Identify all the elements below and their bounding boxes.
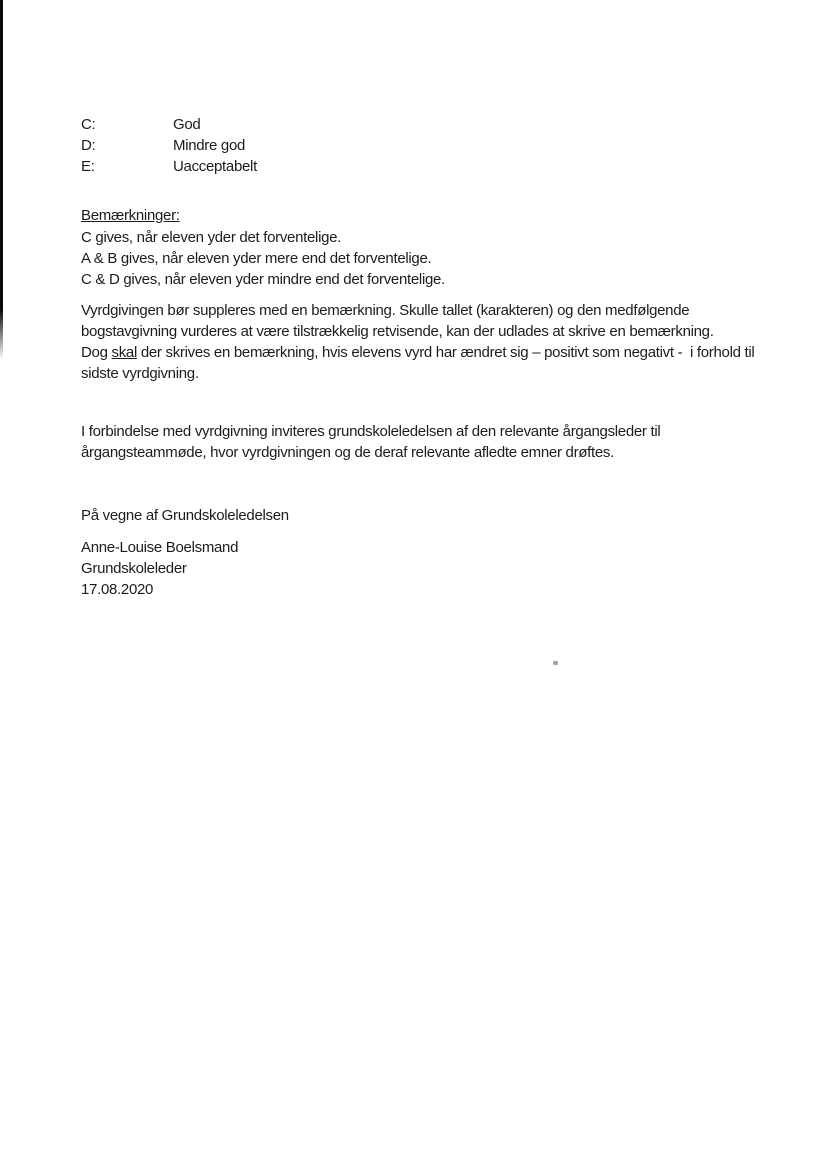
grade-row: [81, 114, 771, 135]
paragraph-line: bogstavgivning vurderes at være tilstrækkelig retvisende, kan der udlades at skrive en bemærkning.: [81, 323, 714, 340]
paragraph-line: [81, 342, 771, 363]
grade-code: E:: [81, 158, 95, 175]
signature-name: Anne-Louise Boelsmand: [81, 539, 239, 556]
paragraph-text: Dog: [81, 344, 112, 361]
closing-line: På vegne af Grundskoleledelsen: [81, 507, 289, 524]
grade-label: Mindre god: [173, 137, 246, 154]
supplement-paragraph: [81, 300, 771, 384]
meeting-paragraph: [81, 421, 771, 463]
underlined-word-skal: skal: [111, 344, 137, 361]
grade-code: C:: [81, 116, 96, 133]
remarks-rule-line: C & D gives, når eleven yder mindre end det forventelige.: [81, 271, 445, 288]
scan-edge-artifact: [0, 0, 3, 360]
signature-date: 17.08.2020: [81, 581, 154, 598]
paragraph-line: Vyrdgivingen bør suppleres med en bemærkning. Skulle tallet (karakteren) og den medfølgende: [81, 302, 690, 319]
remarks-heading: Bemærkninger:: [81, 207, 180, 224]
grade-label: Uacceptabelt: [173, 158, 257, 175]
document-body: [81, 114, 771, 600]
remarks-rule-line: A & B gives, når eleven yder mere end det forventelige.: [81, 250, 432, 267]
remarks-rules: [81, 227, 771, 290]
grade-row: [81, 156, 771, 177]
grade-scale-list: [81, 114, 771, 177]
signature-block: [81, 537, 771, 600]
grade-row: [81, 135, 771, 156]
grade-label: God: [173, 116, 201, 133]
signature-title: Grundskoleleder: [81, 560, 187, 577]
paragraph-line: sidste vyrdgivning.: [81, 365, 199, 382]
scan-speck-artifact: [553, 661, 558, 665]
grade-code: D:: [81, 137, 96, 154]
paragraph-text: der skrives en bemærkning, hvis elevens vyrd har ændret sig – positivt som negativt - i forhold til: [136, 344, 755, 361]
paragraph-line: I forbindelse med vyrdgivning inviteres grundskoleledelsen af den relevante årgangsleder til: [81, 423, 661, 440]
remarks-rule-line: C gives, når eleven yder det forventelige.: [81, 229, 342, 246]
paragraph-line: årgangsteammøde, hvor vyrdgivningen og de deraf relevante afledte emner drøftes.: [81, 444, 614, 461]
